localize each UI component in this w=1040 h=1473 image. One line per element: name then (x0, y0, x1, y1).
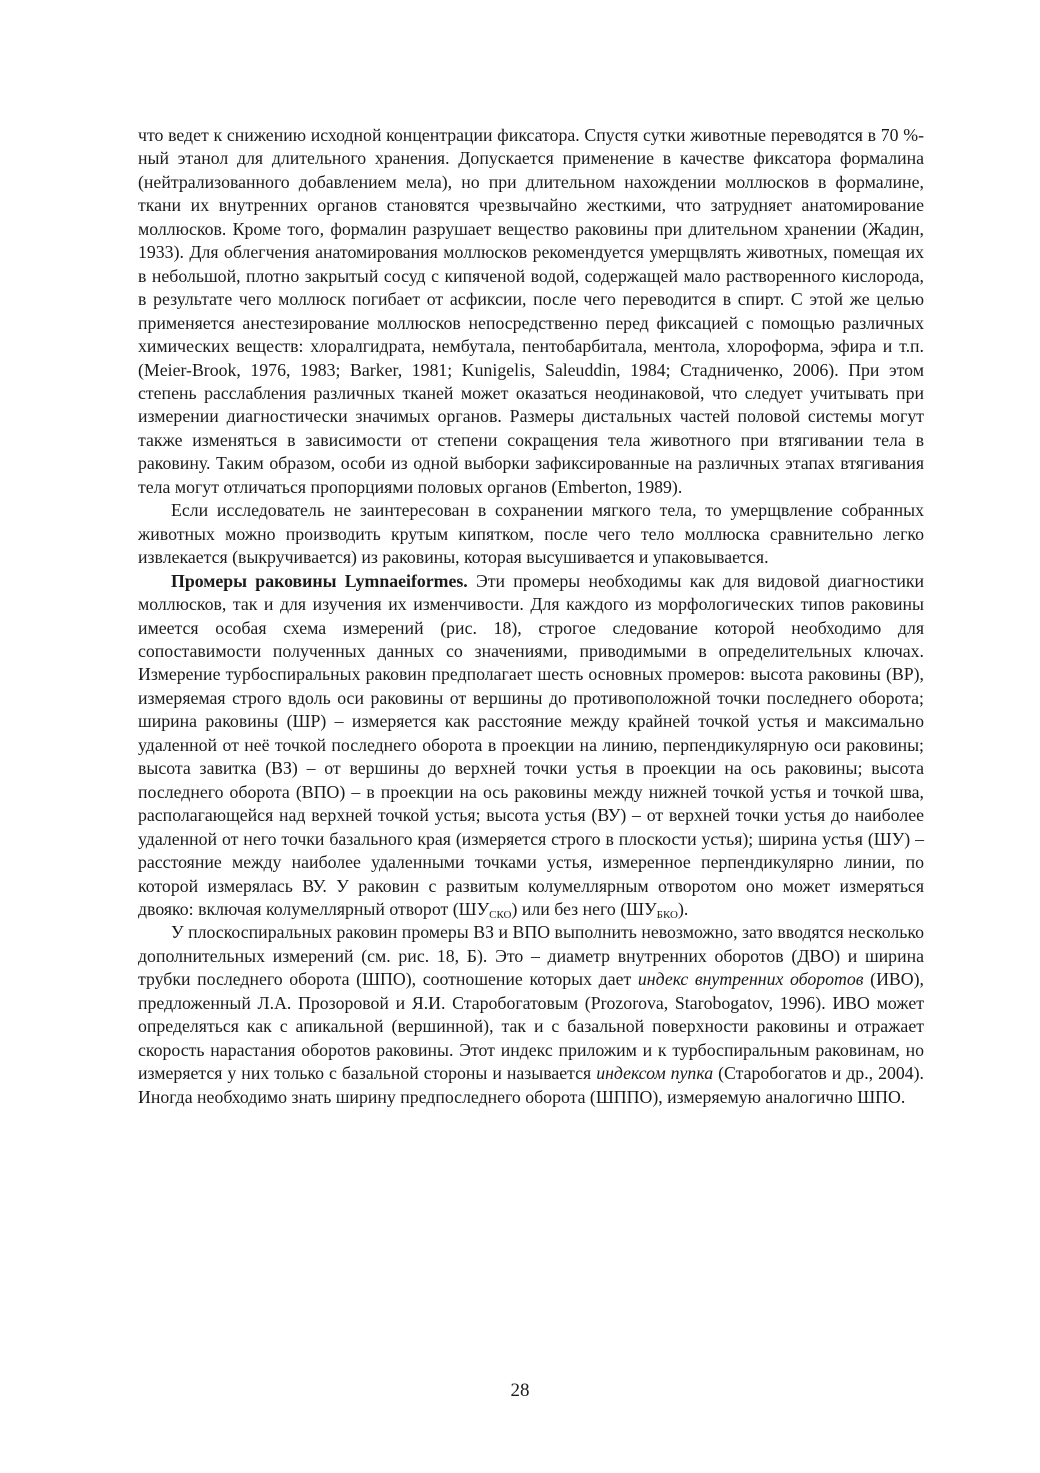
paragraph-4-b: (ИВО), предложенный Л.А. Прозоровой и Я.И. Старобогатовым (Prozorova, Starobogatov, 1996). ИВО может определяться как с апикальной (вершинной), так и с базальной поверхности раковины и отражает скорость нарастания оборотов раковины. Этот индекс приложим и к турбоспиральным раковинам, но измеряется у них только с базальной стороны и называется (138, 969, 924, 1084)
paragraph-3-end: ). (677, 898, 689, 919)
page-body (138, 124, 924, 1109)
page-number: 28 (510, 1380, 530, 1401)
term-pupok: индексом пупка (596, 1063, 714, 1084)
section-heading: Промеры раковины Lymnaeiformes. (171, 570, 468, 591)
subscript-bko: БКО (656, 908, 678, 921)
paragraph-4 (138, 921, 924, 1109)
subscript-sko: СКО (489, 908, 512, 921)
paragraph-3-mid: ) или без него ( (511, 898, 627, 919)
paragraph-1: что ведет к снижению исходной концентрации фиксатора. Спустя сутки животные переводятся в 70 %-ный этанол для длительного хранения. Допускается применение в качестве фиксатора формалина (нейтрализованного добавлением мела), но при длительном нахождении моллюсков в формалине, ткани их внутренних органов становятся чрезвычайно жесткими, что затрудняет анатомирование моллюсков. Кроме того, формалин разрушает вещество раковины при длительном хранении (Жадин, 1933). Для облегчения анатомирования моллюсков рекомендуется умерщвлять животных, помещая их в небольшой, плотно закрытый сосуд с кипяченой водой, содержащей мало растворенного кислорода, в результате чего моллюск погибает от асфиксии, после чего переводится в спирт. С этой же целью применяется анестезирование моллюсков непосредственно перед фиксацией с помощью различных химических веществ: хлоралгидрата, нембутала, пентобарбитала, ментола, хлороформа, эфира и т.п. (Meier-Brook, 1976, 1983; Barker, 1981; Kunigelis, Saleuddin, 1984; Стадниченко, 2006). При этом степень расслабления различных тканей может оказаться неодинаковой, что следует учитывать при измерении диагностически значимых органов. Размеры дистальных частей половой системы могут также изменяться в зависимости от степени сокращения тела животного при втягивании тела в раковину. Таким образом, особи из одной выборки зафиксированные на различных этапах втягивания тела могут отличаться пропорциями половых органов (Emberton, 1989). (138, 125, 924, 497)
paragraph-4-a: У плоскоспиральных раковин промеры ВЗ и ВПО выполнить невозможно, зато вводятся несколько дополнительных измерений (см. рис. 18, Б). Это – диаметр внутренних оборотов (ДВО) и ширина трубки последнего оборота (ШПО), соотношение которых дает (138, 922, 924, 990)
term-ivo: индекс внутренних оборотов (637, 969, 864, 990)
paragraph-3 (138, 570, 924, 922)
paragraph-4-c: (Старобогатов и др., 2004). Иногда необходимо знать ширину предпоследнего оборота (ШППО), измеряемую аналогично ШПО. (138, 1063, 924, 1107)
symbol-shu-sko: ШУ (458, 898, 490, 919)
paragraph-3-text: Эти промеры необходимы как для видовой диагностики моллюсков, так и для изучения их изменчивости. Для каждого из морфологических типов раковины имеется особая схема измерений (рис. 18), строгое следование которой необходимо для сопоставимости полученных данных со значениями, приводимыми в определительных ключах. Измерение турбоспиральных раковин предполагает шесть основных промеров: высота раковины (ВР), измеряемая строго вдоль оси раковины от вершины до противоположной точки последнего оборота; ширина раковины (ШР) – измеряется как расстояние между крайней точкой устья и максимально удаленной от неё точкой последнего оборота в проекции на линию, перпендикулярную оси раковины; высота завитка (ВЗ) – от вершины до верхней точки устья в проекции на ось раковины; высота последнего оборота (ВПО) – в проекции на ось раковины между нижней точкой устья и точкой шва, располагающейся над верхней точкой устья; высота устья (ВУ) – от верхней точки устья до наиболее удаленной от него точки базального края (измеряется строго в плоскости устья); ширина устья (ШУ) – расстояние между наиболее удаленными точками устья, измеренное перпендикулярно линии, по которой измерялась ВУ. У раковин с развитым колумеллярным отворотом оно может измеряться двояко: включая колумеллярный отворот ( (138, 570, 924, 919)
paragraph-2: Если исследователь не заинтересован в сохранении мягкого тела, то умерщвление собранных животных можно производить крутым кипятком, после чего тело моллюска сравнительно легко извлекается (выкручивается) из раковины, которая высушивается и упаковывается. (138, 500, 924, 568)
symbol-shu-bko: ШУ (626, 898, 657, 919)
